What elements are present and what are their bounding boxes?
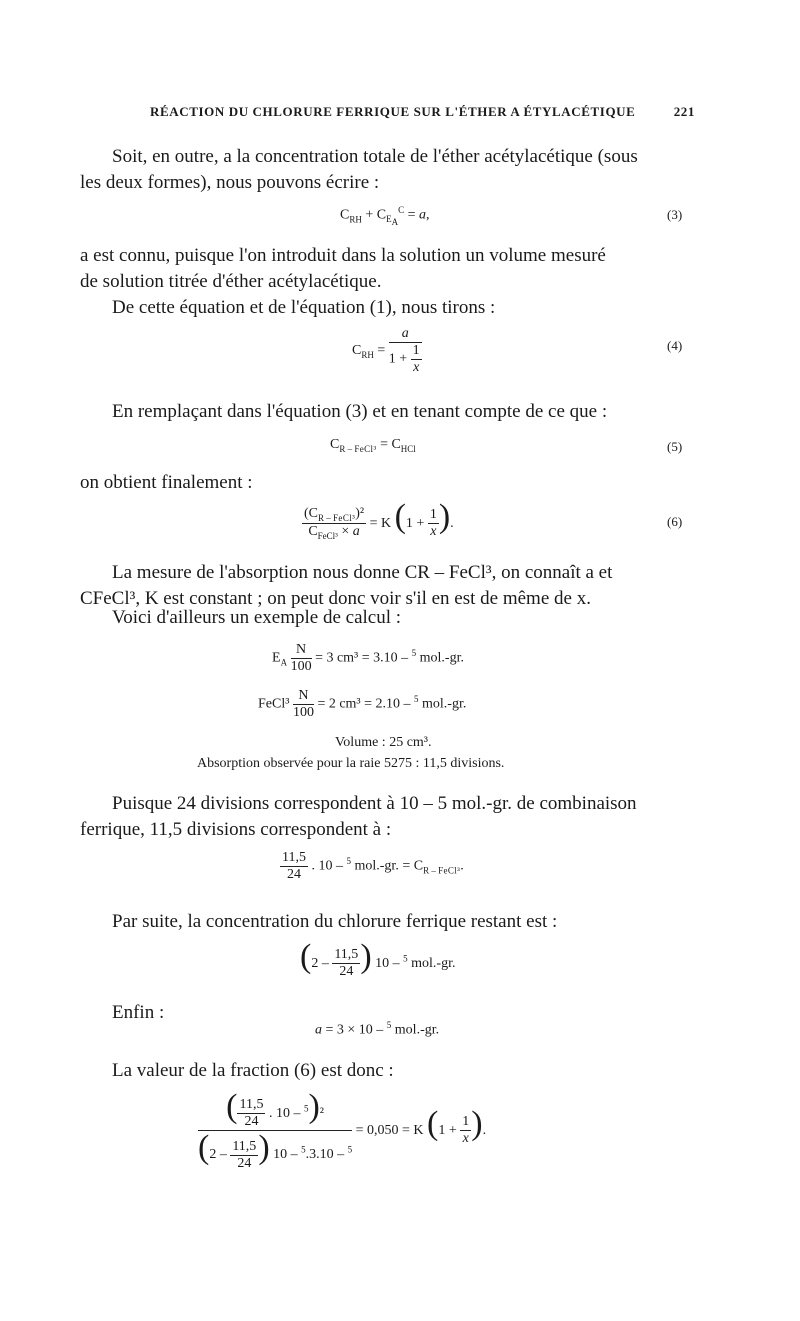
calc-fecl3: FeCl³ $\frac{N}{100}$ = 2 cm³ = 2.10 – $^5$ mol.-gr. <box>258 688 467 720</box>
paragraph-line: Voici d'ailleurs un exemple de calcul : <box>112 607 402 628</box>
paragraph-line: on obtient finalement : <box>80 472 253 493</box>
paragraph-line: La valeur de la fraction (6) est donc : <box>112 1060 394 1081</box>
fraction: a 1 + $\frac{1}{x}$ <box>388 326 420 375</box>
paragraph-line: Enfin : <box>112 1002 165 1023</box>
equation-number: (5) <box>667 439 683 454</box>
equation-divisions: $\frac{11,5}{24}$ . 10 – $^5$ mol.-gr. = $C_{R - FeCl^3}$. <box>282 850 464 882</box>
equation-number: (3) <box>667 207 683 222</box>
volume-line: Volume : 25 cm³. <box>335 735 432 750</box>
equation-number: (6) <box>667 514 683 529</box>
calc-ea: $E_A$ $\frac{N}{100}$ = 3 cm³ = 3.10 – $^5$ mol.-gr. <box>272 642 464 674</box>
equation-number: (4) <box>667 338 683 353</box>
paragraph-line: ferrique, 11,5 divisions correspondent à : <box>80 819 392 840</box>
equation-5: $C_{R - FeCl^3} = C_{HCl}$ <box>330 437 416 454</box>
equation-6: $\frac{(C_{R - FeCl^3})^2}{C_{FeCl^3} \times a}$ = K (1 + $\frac{1}{x}$ ). <box>304 498 454 542</box>
running-title: RÉACTION DU CHLORURE FERRIQUE SUR L'ÉTHER A ÉTYLACÉTIQUE <box>150 104 636 119</box>
paragraph-line: Puisque 24 divisions correspondent à 10 – 5 mol.-gr. de combinaison <box>112 793 637 814</box>
paragraph-line: CFeCl³, K est constant ; on peut donc voir s'il en est de même de x. <box>80 588 591 609</box>
paragraph-line: les deux formes), nous pouvons écrire : <box>80 172 380 193</box>
equation-final: ( $\frac{11,5}{24}$ . 10 – $^5$)² (2 – $\frac{11,5}{24}$ ) 10 – $^5$.3.10 – $^5$ = 0,050 = K (1 + $\frac{1}{x}$ ). <box>198 1088 487 1171</box>
paragraph-line: La mesure de l'absorption nous donne CR – FeCl³, on connaît a et <box>112 562 613 583</box>
paragraph-line: Soit, en outre, a la concentration totale de l'éther acétylacétique (sous <box>112 146 638 167</box>
paragraph-line: Par suite, la concentration du chlorure ferrique restant est : <box>112 911 558 932</box>
paragraph-line: de solution titrée d'éther acétylacétique. <box>80 271 382 292</box>
equation-remaining: (2 – $\frac{11,5}{24}$ ) 10 – $^5$ mol.-gr. <box>300 938 456 980</box>
paragraph-line: De cette équation et de l'équation (1), nous tirons : <box>112 297 496 318</box>
equation-4: $C_{RH}$ = a 1 + $\frac{1}{x}$ <box>352 326 420 375</box>
page-number: 221 <box>673 104 695 119</box>
running-header <box>150 104 695 120</box>
absorption-line: Absorption observée pour la raie 5275 : 11,5 divisions. <box>197 756 505 771</box>
paragraph-line: a est connu, puisque l'on introduit dans la solution un volume mesuré <box>80 245 606 266</box>
equation-3: $C_{RH} + C_{E_A}^C = a$, <box>340 205 430 228</box>
equation-a: a = 3 × 10 – $^5$ mol.-gr. <box>315 1020 440 1038</box>
paragraph-line: En remplaçant dans l'équation (3) et en tenant compte de ce que : <box>112 401 608 422</box>
